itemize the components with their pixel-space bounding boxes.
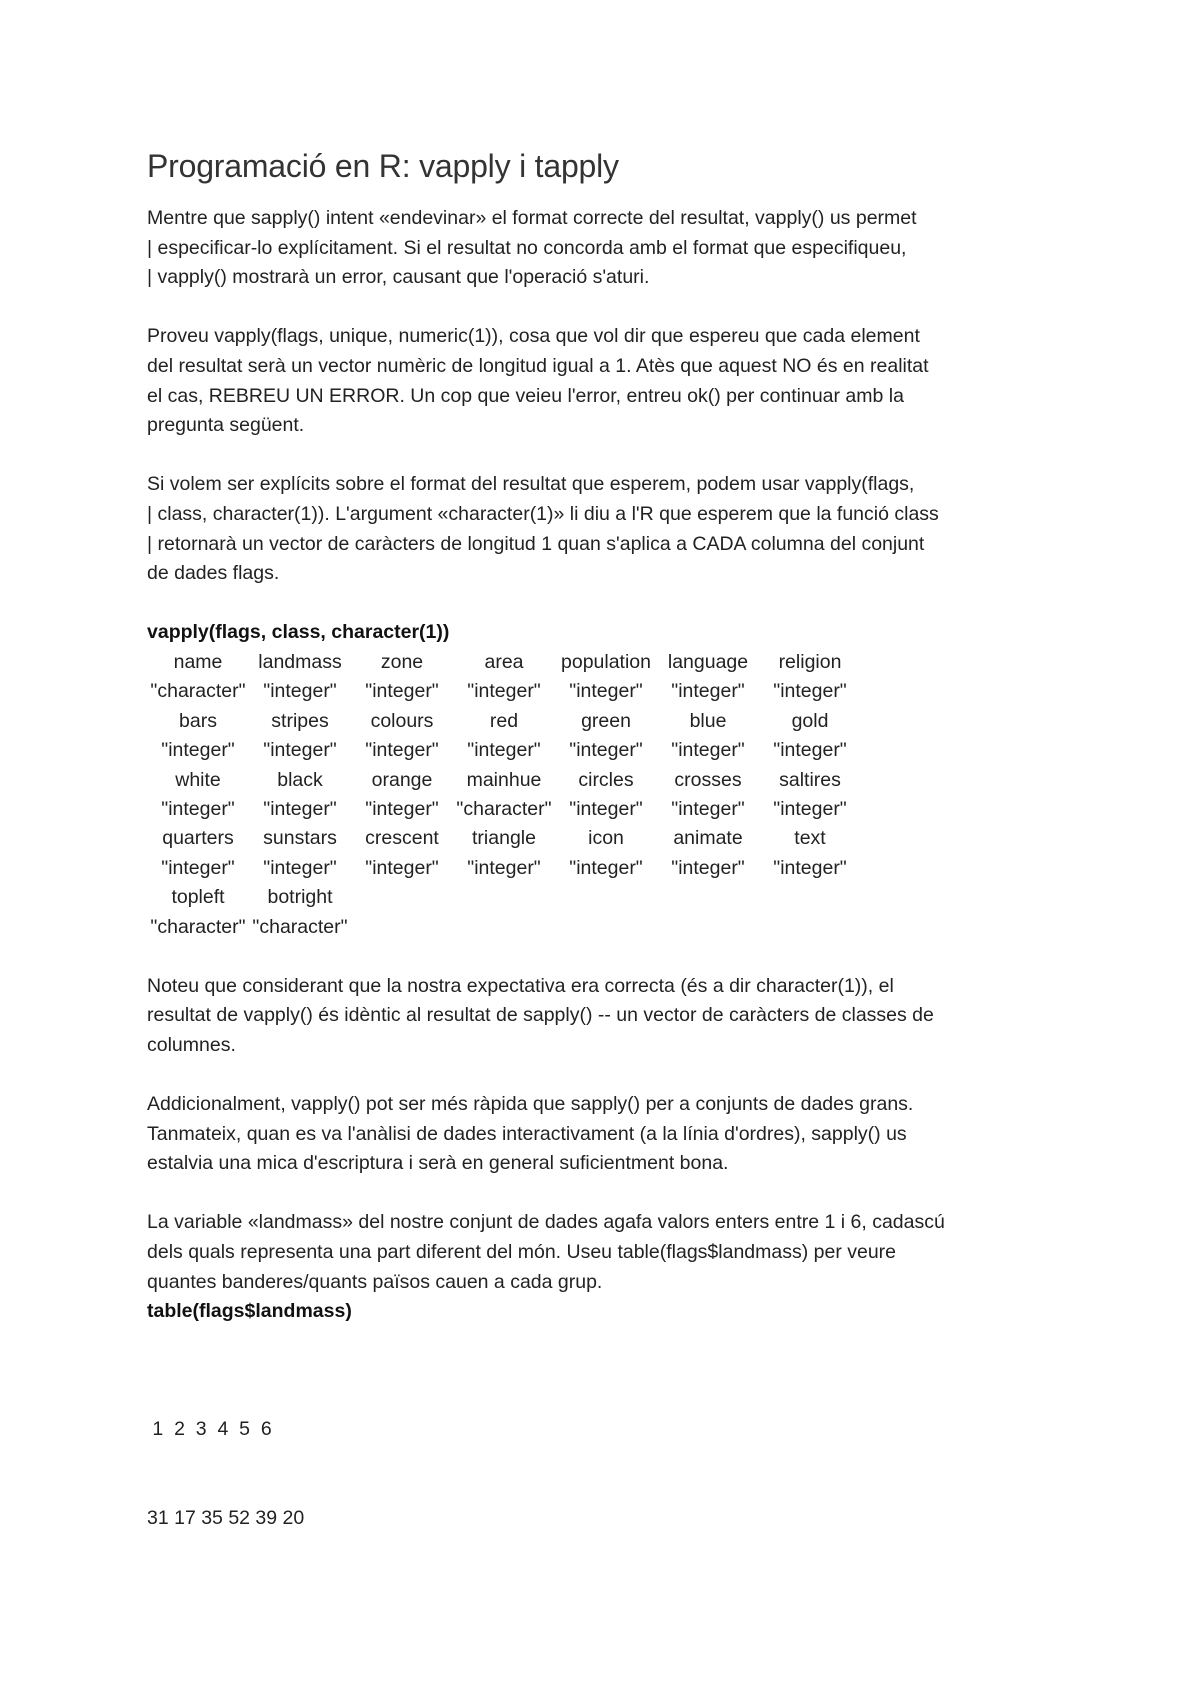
- column-name: crescent: [365, 827, 439, 850]
- output-row-types: [147, 736, 1077, 765]
- paragraph-try-vapply: [147, 322, 1077, 440]
- column-type: "integer": [161, 739, 235, 762]
- column-type: "integer": [161, 797, 235, 820]
- column-name: landmass: [258, 650, 342, 673]
- column-name: blue: [689, 709, 727, 732]
- text-line: columnes.: [147, 1033, 236, 1056]
- text-line: de dades flags.: [147, 562, 280, 585]
- column-type: "integer": [365, 856, 439, 879]
- output-row-names: [147, 648, 1077, 677]
- column-name: population: [561, 650, 651, 673]
- column-name: mainhue: [466, 768, 542, 791]
- column-name: text: [794, 827, 826, 850]
- column-type: "integer": [467, 680, 541, 703]
- column-name: quarters: [162, 827, 234, 850]
- column-name: crosses: [674, 768, 742, 791]
- text-line: La variable «landmass» del nostre conjunt de dades agafa valors enters entre 1 i 6, cadascú: [147, 1211, 945, 1234]
- table-output: [147, 1356, 1077, 1593]
- column-name: animate: [673, 827, 743, 850]
- paragraph-explicit: [147, 470, 1077, 588]
- code-command-table: table(flags$landmass): [147, 1300, 352, 1323]
- text-line: Proveu vapply(flags, unique, numeric(1)), cosa que vol dir que espereu que cada element: [147, 325, 920, 348]
- column-name: triangle: [472, 827, 536, 850]
- text-line: dels quals representa una part diferent del món. Useu table(flags$landmass) per veure: [147, 1240, 897, 1263]
- text-line: | vapply() mostrarà un error, causant que l'operació s'aturi.: [147, 266, 650, 289]
- text-line: del resultat serà un vector numèric de longitud igual a 1. Atès que aquest NO és en realitat: [147, 354, 929, 377]
- column-type: "integer": [365, 797, 439, 820]
- column-type: "integer": [161, 856, 235, 879]
- column-name: bars: [179, 709, 217, 732]
- column-type: "integer": [365, 680, 439, 703]
- column-type: "integer": [263, 680, 337, 703]
- column-name: language: [667, 650, 749, 673]
- column-type: "integer": [773, 856, 847, 879]
- column-name: topleft: [171, 886, 225, 909]
- column-name: circles: [578, 768, 634, 791]
- column-type: "integer": [569, 856, 643, 879]
- column-name: icon: [588, 827, 624, 850]
- column-type: "integer": [569, 739, 643, 762]
- column-type: "integer": [671, 856, 745, 879]
- paragraph-landmass: [147, 1208, 1077, 1297]
- paragraph-note: [147, 972, 1077, 1061]
- paragraph-intro: [147, 204, 1077, 293]
- column-name: colours: [370, 709, 434, 732]
- document-page: [147, 146, 1077, 1593]
- column-name: religion: [778, 650, 842, 673]
- column-type: "integer": [365, 739, 439, 762]
- column-name: black: [277, 768, 323, 791]
- column-name: orange: [371, 768, 433, 791]
- column-name: area: [484, 650, 524, 673]
- output-row-types: [147, 795, 1077, 824]
- output-row-names: [147, 707, 1077, 736]
- column-type: "integer": [569, 797, 643, 820]
- column-type: "integer": [671, 739, 745, 762]
- table-output-header: 1 2 3 4 5 6: [147, 1418, 272, 1441]
- paragraph-additionally: [147, 1090, 1077, 1179]
- vapply-output: [147, 648, 1077, 942]
- output-row-types: [147, 913, 1077, 942]
- column-name: green: [581, 709, 631, 732]
- text-line: | especificar-lo explícitament. Si el resultat no concorda amb el format que especifiqueu,: [147, 236, 907, 259]
- column-type: "integer": [263, 856, 337, 879]
- column-type: "integer": [263, 739, 337, 762]
- column-type: "integer": [569, 680, 643, 703]
- column-name: name: [173, 650, 223, 673]
- column-type: "integer": [671, 797, 745, 820]
- column-name: stripes: [271, 709, 329, 732]
- text-line: Noteu que considerant que la nostra expectativa era correcta (és a dir character(1)), el: [147, 974, 894, 997]
- column-name: white: [175, 768, 221, 791]
- column-type: "integer": [671, 680, 745, 703]
- text-line: Addicionalment, vapply() pot ser més ràpida que sapply() per a conjunts de dades grans.: [147, 1092, 914, 1115]
- column-type: "character": [150, 680, 246, 703]
- page-title: Programació en R: vapply i tapply: [147, 148, 619, 184]
- column-type: "integer": [773, 797, 847, 820]
- column-name: red: [489, 709, 519, 732]
- output-row-names: [147, 824, 1077, 853]
- column-type: "character": [150, 915, 246, 938]
- text-line: Si volem ser explícits sobre el format del resultat que esperem, podem usar vapply(flags,: [147, 473, 915, 496]
- column-name: zone: [380, 650, 424, 673]
- text-line: pregunta següent.: [147, 414, 305, 437]
- text-line: estalvia una mica d'escriptura i serà en general suficientment bona.: [147, 1152, 729, 1175]
- column-type: "integer": [263, 797, 337, 820]
- column-name: saltires: [779, 768, 841, 791]
- text-line: quantes banderes/quants països cauen a cada grup.: [147, 1270, 603, 1293]
- output-row-types: [147, 854, 1077, 883]
- column-type: "integer": [467, 739, 541, 762]
- column-type: "integer": [773, 739, 847, 762]
- output-row-names: [147, 883, 1077, 912]
- column-type: "character": [252, 915, 348, 938]
- text-line: | retornarà un vector de caràcters de longitud 1 quan s'aplica a CADA columna del conjunt: [147, 532, 925, 555]
- column-name: botright: [267, 886, 333, 909]
- table-output-values: 31 17 35 52 39 20: [147, 1507, 305, 1530]
- column-name: sunstars: [263, 827, 337, 850]
- output-row-names: [147, 766, 1077, 795]
- code-command-vapply: vapply(flags, class, character(1)): [147, 621, 450, 644]
- text-line: Mentre que sapply() intent «endevinar» el format correcte del resultat, vapply() us permet: [147, 207, 917, 229]
- column-type: "integer": [467, 856, 541, 879]
- column-type: "integer": [773, 680, 847, 703]
- text-line: Tanmateix, quan es va l'anàlisi de dades interactivament (a la línia d'ordres), sapply() us: [147, 1122, 907, 1145]
- output-row-types: [147, 677, 1077, 706]
- text-line: | class, character(1)). L'argument «character(1)» li diu a l'R que esperem que la funció class: [147, 502, 939, 525]
- text-line: resultat de vapply() és idèntic al resultat de sapply() -- un vector de caràcters de classes de: [147, 1004, 934, 1027]
- text-line: el cas, REBREU UN ERROR. Un cop que veieu l'error, entreu ok() per continuar amb la: [147, 384, 904, 407]
- column-name: gold: [791, 709, 829, 732]
- column-type: "character": [456, 797, 552, 820]
